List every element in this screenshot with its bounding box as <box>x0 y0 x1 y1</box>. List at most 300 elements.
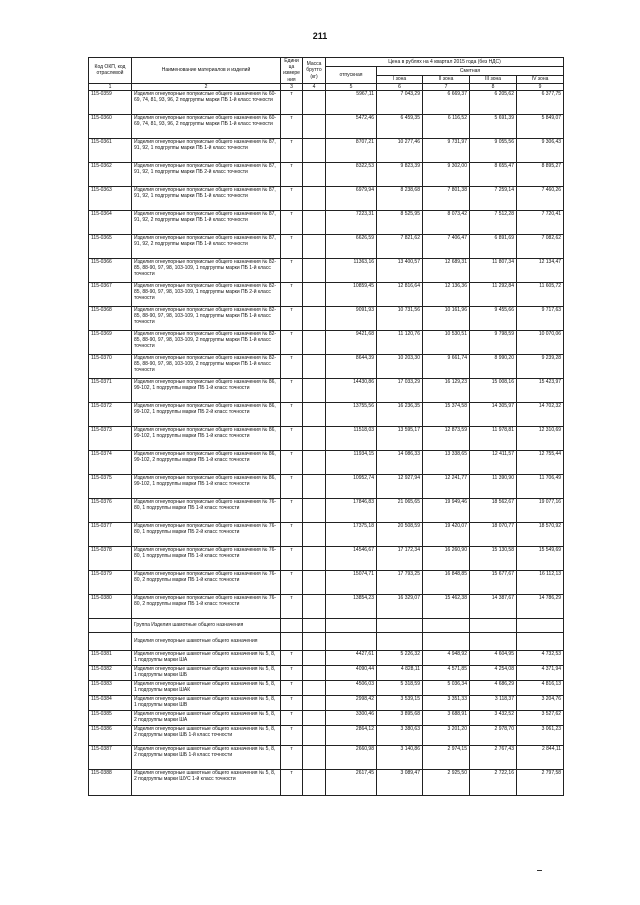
zone-1-price-cell: 3 539,15 <box>377 695 423 710</box>
name-cell: Изделия огнеупорные шамотные общего назначения № 5, 8, 1 подгруппы марки ШАК <box>132 680 281 695</box>
mass-cell <box>303 234 326 258</box>
release-price-cell: 4506,03 <box>326 680 377 695</box>
name-cell: Изделия огнеупорные шамотные общего назначения № 5, 8, 2 подгруппы марки ШБ 1-й класс точности <box>132 725 281 745</box>
zone-4-price-cell: 12 310,69 <box>517 426 564 450</box>
unit-cell: т <box>281 725 303 745</box>
mass-cell <box>303 258 326 282</box>
name-cell: Изделия огнеупорные полукислые общего назначения № 82-85, 88-90, 97, 98, 103-109, 1 подгруппы марки ПБ 2-й класс точности <box>132 282 281 306</box>
code-cell: 115-0371 <box>89 378 132 402</box>
name-cell: Изделия огнеупорные шамотные общего назначения № 5, 8, 2 подгруппы марки ШБ 1-й класс точности <box>132 745 281 769</box>
column-number: 6 <box>377 83 423 90</box>
zone-3-price-cell: 9 055,56 <box>470 138 517 162</box>
zone-4-price-cell: 4 816,13 <box>517 680 564 695</box>
zone-4-price-cell: 7 460,26 <box>517 186 564 210</box>
zone-4-price-cell: 19 077,16 <box>517 498 564 522</box>
mass-cell <box>303 162 326 186</box>
code-cell: 115-0385 <box>89 710 132 725</box>
zone-1-price-cell: 10 203,30 <box>377 354 423 378</box>
release-price-cell: 4090,44 <box>326 665 377 680</box>
zone-2-price-cell: 3 688,91 <box>423 710 470 725</box>
zone-3-price-cell: 6 891,69 <box>470 234 517 258</box>
code-cell: 115-0365 <box>89 234 132 258</box>
page-number: 211 <box>312 31 328 41</box>
mass-cell <box>303 426 326 450</box>
release-price-cell: 17375,18 <box>326 522 377 546</box>
zone-4-price-cell: 12 755,44 <box>517 450 564 474</box>
zone-1-price-cell: 16 329,07 <box>377 594 423 618</box>
name-cell: Изделия огнеупорные полукислые общего назначения № 82-85, 88-90, 97, 98, 103-109, 2 подгруппы марки ПБ 1-й класс точности <box>132 354 281 378</box>
unit-cell: т <box>281 330 303 354</box>
unit-cell: т <box>281 769 303 795</box>
table-row <box>89 665 564 680</box>
zone-3-price-cell: 7 512,28 <box>470 210 517 234</box>
mass-cell <box>303 665 326 680</box>
name-cell: Изделия огнеупорные полукислые общего назначения № 86, 99-102, 1 подгруппы марки ПБ 2-й класс точности <box>132 402 281 426</box>
zone-4-price-cell: 2 797,58 <box>517 769 564 795</box>
column-number: 1 <box>89 83 132 90</box>
table-row <box>89 234 564 258</box>
zone-1-price-cell: 10 731,56 <box>377 306 423 330</box>
table-row <box>89 710 564 725</box>
table-row <box>89 330 564 354</box>
mass-cell <box>303 378 326 402</box>
zone-4-price-cell: 11 605,72 <box>517 282 564 306</box>
zone-3-price-cell: 14 387,67 <box>470 594 517 618</box>
mass-cell <box>303 725 326 745</box>
table-row <box>89 186 564 210</box>
release-price-cell: 6979,94 <box>326 186 377 210</box>
release-price-cell: 8707,21 <box>326 138 377 162</box>
zone-4-price-cell: 3 204,76 <box>517 695 564 710</box>
zone-4-price-cell: 11 706,49 <box>517 474 564 498</box>
group-heading-row <box>89 618 564 632</box>
code-cell: 115-0378 <box>89 546 132 570</box>
table-row <box>89 695 564 710</box>
zone-2-price-cell: 9 731,97 <box>423 138 470 162</box>
name-cell: Изделия огнеупорные полукислые общего назначения № 87, 91, 92, 1 подгруппы марки ПБ 1-й класс точности <box>132 186 281 210</box>
unit-cell: т <box>281 665 303 680</box>
release-price-cell: 5472,46 <box>326 114 377 138</box>
table-row <box>89 498 564 522</box>
mass-cell <box>303 282 326 306</box>
code-cell: 115-0379 <box>89 570 132 594</box>
unit-cell: т <box>281 450 303 474</box>
zone-3-price-cell: 2 722,16 <box>470 769 517 795</box>
mass-cell <box>303 695 326 710</box>
zone-1-price-cell: 13 400,57 <box>377 258 423 282</box>
header-zone-2: II зона <box>423 75 470 83</box>
zone-3-price-cell: 12 411,57 <box>470 450 517 474</box>
zone-3-price-cell: 9 455,66 <box>470 306 517 330</box>
zone-3-price-cell: 5 691,39 <box>470 114 517 138</box>
mass-cell <box>303 450 326 474</box>
code-cell: 115-0370 <box>89 354 132 378</box>
header-release: отпускная <box>326 67 377 84</box>
zone-1-price-cell: 11 120,76 <box>377 330 423 354</box>
header-zone-3: III зона <box>470 75 517 83</box>
zone-2-price-cell: 5 036,34 <box>423 680 470 695</box>
release-price-cell: 9421,68 <box>326 330 377 354</box>
release-price-cell: 6626,59 <box>326 234 377 258</box>
name-cell: Изделия огнеупорные полукислые общего назначения № 87, 91, 92, 2 подгруппы марки ПБ 1-й класс точности <box>132 210 281 234</box>
zone-1-price-cell: 16 236,35 <box>377 402 423 426</box>
code-cell: 115-0375 <box>89 474 132 498</box>
table-row <box>89 426 564 450</box>
zone-1-price-cell: 12 927,94 <box>377 474 423 498</box>
zone-2-price-cell: 12 873,59 <box>423 426 470 450</box>
zone-1-price-cell: 10 277,46 <box>377 138 423 162</box>
release-price-cell: 10952,74 <box>326 474 377 498</box>
zone-4-price-cell: 10 070,06 <box>517 330 564 354</box>
unit-cell: т <box>281 570 303 594</box>
zone-4-price-cell: 4 371,94 <box>517 665 564 680</box>
release-price-cell: 14546,67 <box>326 546 377 570</box>
zone-1-price-cell: 13 595,17 <box>377 426 423 450</box>
zone-3-price-cell: 2 767,43 <box>470 745 517 769</box>
zone-3-price-cell: 6 205,62 <box>470 90 517 114</box>
zone-1-price-cell: 8 525,95 <box>377 210 423 234</box>
zone-2-price-cell: 3 351,33 <box>423 695 470 710</box>
zone-2-price-cell: 13 338,65 <box>423 450 470 474</box>
table-row <box>89 162 564 186</box>
zone-2-price-cell: 3 201,20 <box>423 725 470 745</box>
zone-3-price-cell: 11 390,90 <box>470 474 517 498</box>
mass-cell <box>303 710 326 725</box>
unit-cell: т <box>281 282 303 306</box>
unit-cell: т <box>281 546 303 570</box>
zone-4-price-cell: 14 786,29 <box>517 594 564 618</box>
unit-cell: т <box>281 498 303 522</box>
zone-2-price-cell: 12 689,31 <box>423 258 470 282</box>
name-cell: Изделия огнеупорные полукислые общего назначения № 87, 91, 92, 1 подгруппы марки ПБ 2-й класс точности <box>132 162 281 186</box>
name-cell: Изделия огнеупорные полукислые общего назначения № 86, 99-102, 1 подгруппы марки ПБ 1-й класс точности <box>132 378 281 402</box>
zone-2-price-cell: 16 129,23 <box>423 378 470 402</box>
zone-4-price-cell: 15 549,69 <box>517 546 564 570</box>
table-row <box>89 378 564 402</box>
zone-1-price-cell: 3 089,47 <box>377 769 423 795</box>
release-price-cell: 2617,45 <box>326 769 377 795</box>
unit-cell: т <box>281 90 303 114</box>
zone-1-price-cell: 5 318,59 <box>377 680 423 695</box>
release-price-cell: 10859,45 <box>326 282 377 306</box>
zone-1-price-cell: 17 033,29 <box>377 378 423 402</box>
unit-cell: т <box>281 594 303 618</box>
zone-3-price-cell: 11 978,81 <box>470 426 517 450</box>
release-price-cell: 11934,15 <box>326 450 377 474</box>
column-number: 5 <box>326 83 377 90</box>
code-cell: 115-0363 <box>89 186 132 210</box>
zone-1-price-cell: 14 086,33 <box>377 450 423 474</box>
table-row <box>89 138 564 162</box>
zone-3-price-cell: 4 254,08 <box>470 665 517 680</box>
mass-cell <box>303 114 326 138</box>
header-zone-4: IV зона <box>517 75 564 83</box>
zone-2-price-cell: 19 420,07 <box>423 522 470 546</box>
table-row <box>89 522 564 546</box>
mass-cell <box>303 306 326 330</box>
table-row <box>89 570 564 594</box>
zone-4-price-cell: 8 895,27 <box>517 162 564 186</box>
mass-cell <box>303 498 326 522</box>
table-row <box>89 450 564 474</box>
table-row <box>89 745 564 769</box>
zone-4-price-cell: 3 061,23 <box>517 725 564 745</box>
table-body-headings <box>89 618 564 650</box>
code-cell: 115-0374 <box>89 450 132 474</box>
release-price-cell: 8322,53 <box>326 162 377 186</box>
header-estimate: Сметная <box>377 67 564 76</box>
zone-3-price-cell: 8 990,20 <box>470 354 517 378</box>
name-cell: Изделия огнеупорные полукислые общего назначения № 86, 99-102, 1 подгруппы марки ПБ 1-й класс точности <box>132 474 281 498</box>
code-cell: 115-0368 <box>89 306 132 330</box>
zone-2-price-cell: 19 949,46 <box>423 498 470 522</box>
zone-3-price-cell: 18 070,77 <box>470 522 517 546</box>
release-price-cell: 14430,86 <box>326 378 377 402</box>
release-price-cell: 9091,93 <box>326 306 377 330</box>
zone-2-price-cell: 16 260,90 <box>423 546 470 570</box>
code-cell: 115-0373 <box>89 426 132 450</box>
unit-cell: т <box>281 378 303 402</box>
unit-cell: т <box>281 650 303 665</box>
footer-mark <box>537 870 542 871</box>
mass-cell <box>303 522 326 546</box>
zone-4-price-cell: 3 527,62 <box>517 710 564 725</box>
name-cell: Изделия огнеупорные полукислые общего назначения № 60-69, 74, 81, 93, 96, 2 подгруппы марки ПБ 1-й класс точности <box>132 114 281 138</box>
zone-3-price-cell: 11 807,34 <box>470 258 517 282</box>
unit-cell: т <box>281 354 303 378</box>
zone-3-price-cell: 2 978,70 <box>470 725 517 745</box>
release-price-cell: 2864,12 <box>326 725 377 745</box>
table-row <box>89 594 564 618</box>
code-cell: 115-0386 <box>89 725 132 745</box>
zone-2-price-cell: 4 571,85 <box>423 665 470 680</box>
mass-cell <box>303 570 326 594</box>
unit-cell: т <box>281 695 303 710</box>
release-price-cell: 8644,39 <box>326 354 377 378</box>
mass-cell <box>303 745 326 769</box>
zone-4-price-cell: 2 844,11 <box>517 745 564 769</box>
zone-1-price-cell: 7 043,29 <box>377 90 423 114</box>
code-cell: 115-0382 <box>89 665 132 680</box>
code-cell: 115-0384 <box>89 695 132 710</box>
name-cell: Изделия огнеупорные полукислые общего назначения № 76-80, 2 подгруппы марки ПБ 1-й класс точности <box>132 570 281 594</box>
name-cell: Изделия огнеупорные полукислые общего назначения № 76-80, 1 подгруппы марки ПБ 1-й класс точности <box>132 546 281 570</box>
name-cell: Изделия огнеупорные полукислые общего назначения № 76-80, 2 подгруппы марки ПБ 1-й класс точности <box>132 594 281 618</box>
zone-2-price-cell: 2 925,50 <box>423 769 470 795</box>
table-row <box>89 90 564 114</box>
unit-cell: т <box>281 258 303 282</box>
code-cell: 115-0381 <box>89 650 132 665</box>
code-cell: 115-0361 <box>89 138 132 162</box>
table-body-chamotte <box>89 650 564 795</box>
zone-1-price-cell: 17 172,34 <box>377 546 423 570</box>
table-body-polyacid <box>89 90 564 618</box>
name-cell: Изделия огнеупорные шамотные общего назначения № 5, 8, 1 подгруппы марки ШБ <box>132 665 281 680</box>
mass-cell <box>303 650 326 665</box>
subgroup-heading: Изделия огнеупорные шамотные общего назначения <box>132 632 281 650</box>
zone-1-price-cell: 20 508,59 <box>377 522 423 546</box>
table-row <box>89 282 564 306</box>
zone-3-price-cell: 18 562,67 <box>470 498 517 522</box>
zone-1-price-cell: 3 140,86 <box>377 745 423 769</box>
release-price-cell: 5967,11 <box>326 90 377 114</box>
name-cell: Изделия огнеупорные шамотные общего назначения № 5, 8, 1 подгруппы марки ШВ <box>132 695 281 710</box>
group-heading: Группа Изделия шамотные общего назначения <box>132 618 281 632</box>
zone-2-price-cell: 10 161,96 <box>423 306 470 330</box>
zone-3-price-cell: 8 655,47 <box>470 162 517 186</box>
zone-2-price-cell: 9 302,00 <box>423 162 470 186</box>
zone-4-price-cell: 9 239,28 <box>517 354 564 378</box>
release-price-cell: 11518,03 <box>326 426 377 450</box>
mass-cell <box>303 546 326 570</box>
mass-cell <box>303 138 326 162</box>
table-row <box>89 725 564 745</box>
unit-cell: т <box>281 234 303 258</box>
mass-cell <box>303 402 326 426</box>
zone-3-price-cell: 7 259,14 <box>470 186 517 210</box>
zone-2-price-cell: 7 801,38 <box>423 186 470 210</box>
table-row <box>89 769 564 795</box>
unit-cell: т <box>281 402 303 426</box>
header-unit: Едини ца измере ния <box>281 58 303 84</box>
zone-2-price-cell: 6 116,52 <box>423 114 470 138</box>
zone-1-price-cell: 4 828,11 <box>377 665 423 680</box>
mass-cell <box>303 769 326 795</box>
header-name: Наименование материалов и изделий <box>132 58 281 84</box>
mass-cell <box>303 680 326 695</box>
zone-2-price-cell: 4 948,92 <box>423 650 470 665</box>
zone-3-price-cell: 4 604,95 <box>470 650 517 665</box>
name-cell: Изделия огнеупорные полукислые общего назначения № 87, 91, 92, 1 подгруппы марки ПБ 1-й класс точности <box>132 138 281 162</box>
code-cell: 115-0376 <box>89 498 132 522</box>
unit-cell: т <box>281 162 303 186</box>
table-row <box>89 680 564 695</box>
code-cell: 115-0362 <box>89 162 132 186</box>
mass-cell <box>303 210 326 234</box>
zone-1-price-cell: 3 380,63 <box>377 725 423 745</box>
zone-4-price-cell: 15 423,97 <box>517 378 564 402</box>
zone-1-price-cell: 21 065,65 <box>377 498 423 522</box>
table-row <box>89 354 564 378</box>
mass-cell <box>303 474 326 498</box>
name-cell: Изделия огнеупорные полукислые общего назначения № 82-85, 88-90, 97, 98, 103-109, 1 подгруппы марки ПБ 1-й класс точности <box>132 306 281 330</box>
column-number-row <box>89 83 564 90</box>
zone-2-price-cell: 2 974,15 <box>423 745 470 769</box>
release-price-cell: 7223,31 <box>326 210 377 234</box>
zone-2-price-cell: 12 136,36 <box>423 282 470 306</box>
zone-3-price-cell: 4 686,29 <box>470 680 517 695</box>
zone-2-price-cell: 10 530,51 <box>423 330 470 354</box>
code-cell: 115-0359 <box>89 90 132 114</box>
release-price-cell: 13854,23 <box>326 594 377 618</box>
zone-4-price-cell: 5 849,07 <box>517 114 564 138</box>
zone-3-price-cell: 15 130,58 <box>470 546 517 570</box>
mass-cell <box>303 354 326 378</box>
zone-4-price-cell: 9 306,43 <box>517 138 564 162</box>
zone-1-price-cell: 8 238,68 <box>377 186 423 210</box>
name-cell: Изделия огнеупорные шамотные общего назначения № 5, 8, 1 подгруппы марки ША <box>132 650 281 665</box>
unit-cell: т <box>281 114 303 138</box>
header-code: Код ОКП, код отраслевой <box>89 58 132 84</box>
header-price-group: Цена в рублях на 4 квартал 2015 года (без НДС) <box>326 58 564 67</box>
zone-4-price-cell: 9 717,63 <box>517 306 564 330</box>
zone-1-price-cell: 12 816,64 <box>377 282 423 306</box>
code-cell: 115-0388 <box>89 769 132 795</box>
zone-2-price-cell: 15 462,38 <box>423 594 470 618</box>
table-row <box>89 402 564 426</box>
name-cell: Изделия огнеупорные полукислые общего назначения № 60-69, 74, 81, 93, 96, 2 подгруппы марки ПБ 1-й класс точности <box>132 90 281 114</box>
name-cell: Изделия огнеупорные шамотные общего назначения № 5, 8, 2 подгруппы марки ША <box>132 710 281 725</box>
column-number: 4 <box>303 83 326 90</box>
zone-2-price-cell: 7 406,47 <box>423 234 470 258</box>
release-price-cell: 17846,83 <box>326 498 377 522</box>
column-number: 2 <box>132 83 281 90</box>
zone-1-price-cell: 3 895,68 <box>377 710 423 725</box>
code-cell: 115-0369 <box>89 330 132 354</box>
name-cell: Изделия огнеупорные полукислые общего назначения № 87, 91, 92, 2 подгруппы марки ПБ 1-й класс точности <box>132 234 281 258</box>
table-row <box>89 114 564 138</box>
code-cell: 115-0360 <box>89 114 132 138</box>
release-price-cell: 13755,56 <box>326 402 377 426</box>
table-row <box>89 546 564 570</box>
table-row <box>89 306 564 330</box>
unit-cell: т <box>281 186 303 210</box>
column-number: 9 <box>517 83 564 90</box>
zone-1-price-cell: 7 821,62 <box>377 234 423 258</box>
name-cell: Изделия огнеупорные полукислые общего назначения № 76-80, 1 подгруппы марки ПБ 1-й класс точности <box>132 498 281 522</box>
zone-2-price-cell: 8 073,42 <box>423 210 470 234</box>
code-cell: 115-0387 <box>89 745 132 769</box>
release-price-cell: 2660,98 <box>326 745 377 769</box>
zone-1-price-cell: 9 823,39 <box>377 162 423 186</box>
zone-3-price-cell: 15 677,67 <box>470 570 517 594</box>
zone-2-price-cell: 6 669,37 <box>423 90 470 114</box>
name-cell: Изделия огнеупорные полукислые общего назначения № 86, 99-102, 2 подгруппы марки ПБ 1-й класс точности <box>132 450 281 474</box>
header-mass: Масса брутто (кг) <box>303 58 326 84</box>
column-number: 7 <box>423 83 470 90</box>
zone-4-price-cell: 7 720,41 <box>517 210 564 234</box>
zone-4-price-cell: 6 377,75 <box>517 90 564 114</box>
zone-3-price-cell: 14 305,97 <box>470 402 517 426</box>
code-cell: 115-0372 <box>89 402 132 426</box>
unit-cell: т <box>281 474 303 498</box>
unit-cell: т <box>281 426 303 450</box>
table-row <box>89 210 564 234</box>
zone-2-price-cell: 9 661,74 <box>423 354 470 378</box>
zone-3-price-cell: 9 798,59 <box>470 330 517 354</box>
zone-1-price-cell: 5 226,32 <box>377 650 423 665</box>
zone-1-price-cell: 17 793,25 <box>377 570 423 594</box>
zone-4-price-cell: 14 702,32 <box>517 402 564 426</box>
zone-4-price-cell: 16 112,13 <box>517 570 564 594</box>
release-price-cell: 11363,16 <box>326 258 377 282</box>
name-cell: Изделия огнеупорные полукислые общего назначения № 86, 99-102, 1 подгруппы марки ПБ 1-й класс точности <box>132 426 281 450</box>
name-cell: Изделия огнеупорные полукислые общего назначения № 82-85, 88-90, 97, 98, 103-109, 2 подгруппы марки ПБ 1-й класс точности <box>132 330 281 354</box>
unit-cell: т <box>281 710 303 725</box>
code-cell: 115-0383 <box>89 680 132 695</box>
zone-3-price-cell: 11 292,84 <box>470 282 517 306</box>
mass-cell <box>303 90 326 114</box>
table-row <box>89 650 564 665</box>
mass-cell <box>303 186 326 210</box>
release-price-cell: 3300,46 <box>326 710 377 725</box>
unit-cell: т <box>281 745 303 769</box>
zone-2-price-cell: 15 374,58 <box>423 402 470 426</box>
column-number: 8 <box>470 83 517 90</box>
code-cell: 115-0367 <box>89 282 132 306</box>
unit-cell: т <box>281 210 303 234</box>
code-cell: 115-0364 <box>89 210 132 234</box>
